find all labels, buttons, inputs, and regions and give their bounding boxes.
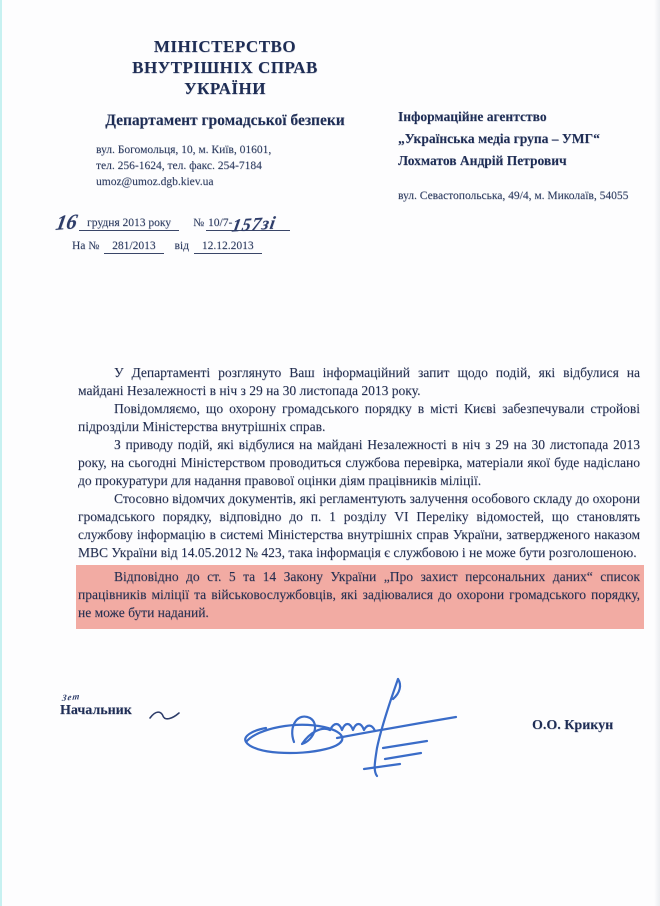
scan-edge-artifact <box>0 0 2 906</box>
handwritten-doc-number: 157зі <box>230 212 279 236</box>
handwritten-note: Зет <box>61 690 81 704</box>
reference-block <box>53 209 386 252</box>
sender-email: umoz@umoz.dgb.kiev.ua <box>96 176 214 188</box>
scan-shadow <box>654 0 660 906</box>
highlighted-paragraph <box>76 565 644 629</box>
recipient-person: Лохматов Андрій Петрович <box>398 153 567 168</box>
body-paragraph-3: З приводу подій, які відбулися на майдані Незалежності в ніч з 29 на 30 листопада 2013 року, на сьогодні Міністерством проводиться службова перевірка, матеріали якої буде надіслано до прокуратури для надання правової оцінки діям працівників міліції. <box>78 437 640 488</box>
reference-date-line <box>53 209 386 236</box>
letter-body <box>78 364 640 629</box>
sender-address <box>96 142 392 190</box>
printed-date: грудня 2013 року <box>79 217 179 231</box>
doc-number-label: № <box>193 217 205 229</box>
reference-reply-line <box>72 240 386 252</box>
recipient-address: вул. Севастопольська, 49/4, м. Миколаїв, 54055 <box>398 190 629 202</box>
recipient-org-line1: Інформаційне агентство <box>398 109 547 124</box>
reply-label: На № <box>72 240 100 252</box>
signer-title: Начальник <box>60 703 132 718</box>
department-name: Департамент громадської безпеки <box>105 112 345 129</box>
doc-number-printed: 10/7- <box>208 217 233 229</box>
reply-date-label: від <box>174 240 189 252</box>
handwritten-day: 16 <box>53 209 80 235</box>
body-paragraph-4: Стосовно відомчих документів, які регламентують залучення особового складу до охорони громадського порядку, відповідно до п. 1 розділу VI Переліку відомостей, що становлять службову інформацію в системі Міністерства внутрішніх справ України, затвердженого наказом МВС України від 14.05.2012 № 423, така інформація є службовою і не може бути розголошеною. <box>78 491 640 560</box>
ministry-name: МІНІСТЕРСТВО ВНУТРІШНІХ СПРАВ УКРАЇНИ <box>132 37 318 98</box>
body-paragraph-1: У Департаменті розглянуто Ваш інформаційний запит щодо подій, які відбулися на майдані Незалежності в ніч з 29 на 30 листопада 2013 року. <box>78 365 640 398</box>
reply-date: 12.12.2013 <box>194 240 262 254</box>
signer-name: О.О. Крикун <box>532 718 614 733</box>
pen-squiggle-mark <box>148 707 182 723</box>
reply-number: 281/2013 <box>104 240 163 254</box>
sender-letterhead <box>58 36 392 190</box>
signature-autograph <box>240 676 462 778</box>
sender-address-line1: вул. Богомольця, 10, м. Київ, 01601, <box>96 144 272 156</box>
recipient-block <box>398 106 650 204</box>
body-paragraph-2: Повідомляємо, що охорону громадського порядку в місті Києві забезпечували стройові підрозділи Міністерства внутрішніх справ. <box>78 401 640 434</box>
recipient-org-line2: „Українська медіа група – УМГ“ <box>398 131 600 146</box>
highlighted-paragraph-text: Відповідно до ст. 5 та 14 Закону України „Про захист персональних даних“ список працівників міліції та військовослужбовців, які задіювалися до охорони громадського порядку, не може бути наданий. <box>78 569 640 620</box>
sender-address-line2: тел. 256-1624, тел. факс. 254-7184 <box>96 160 262 172</box>
